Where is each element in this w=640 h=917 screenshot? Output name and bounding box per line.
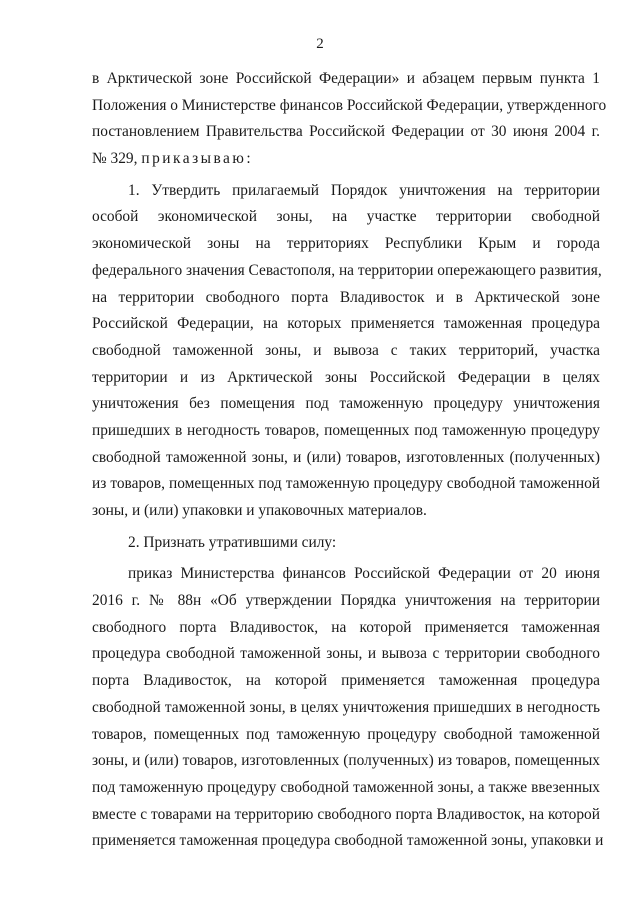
paragraph-1-line: свободной таможенной зоны, и вывоза с таких территорий, участка bbox=[92, 341, 600, 359]
paragraph-3-line: процедура свободной таможенной зоны, и вывоза с территории свободного bbox=[92, 645, 600, 663]
paragraph-2-line: 2. Признать утратившими силу: bbox=[128, 533, 337, 551]
paragraph-1-line: свободной таможенной зоны, и (или) товаров, изготовленных (полученных) bbox=[92, 448, 600, 466]
paragraph-3-line: зоны, и (или) товаров, изготовленных (полученных) из товаров, помещенных bbox=[92, 752, 600, 770]
paragraph-1-line: особой экономической зоны, на участке территории свободной bbox=[92, 208, 600, 226]
paragraph-3-line: свободной таможенной зоны, в целях уничтожения пришедших в негодность bbox=[92, 698, 600, 716]
paragraph-3-line: порта Владивосток, на которой применяется таможенная процедура bbox=[92, 672, 600, 690]
paragraph-1-line: пришедших в негодность товаров, помещенных под таможенную процедуру bbox=[92, 421, 600, 439]
paragraph-1-line: федерального значения Севастополя, на территории опережающего развития, bbox=[92, 261, 602, 279]
paragraph-1-line: 1. Утвердить прилагаемый Порядок уничтожения на территории bbox=[128, 181, 600, 199]
paragraph-3-line: свободного порта Владивосток, на которой применяется таможенная bbox=[92, 618, 600, 636]
order-number: № 329, bbox=[92, 150, 142, 168]
order-verb: приказываю: bbox=[141, 150, 254, 168]
paragraph-1-line: из товаров, помещенных под таможенную процедуру свободной таможенной bbox=[92, 475, 600, 493]
document-body bbox=[92, 66, 607, 855]
paragraph-1-line: зоны, и (или) упаковки и упаковочных материалов. bbox=[92, 502, 427, 519]
intro-line: постановлением Правительства Российской Федерации от 30 июня 2004 г. bbox=[92, 123, 600, 141]
paragraph-3-line: 2016 г. № 88н «Об утверждении Порядка уничтожения на территории bbox=[92, 592, 600, 610]
paragraph-1-line: экономической зоны на территориях Республики Крым и города bbox=[92, 235, 600, 253]
paragraph-1-line: на территории свободного порта Владивосток и в Арктической зоне bbox=[92, 288, 600, 306]
page-number: 2 bbox=[316, 36, 324, 52]
paragraph-1-line: Российской Федерации, на которых применяется таможенная процедура bbox=[92, 315, 600, 333]
intro-line: в Арктической зоне Российской Федерации» и абзацем первым пункта 1 bbox=[92, 70, 600, 87]
paragraph-3-line: вместе с товарами на территорию свободного порта Владивосток, на которой bbox=[92, 805, 600, 823]
paragraph-3-line: применяется таможенная процедура свободной таможенной зоны, упаковки и bbox=[92, 832, 604, 850]
intro-last-line bbox=[92, 146, 600, 173]
paragraph-3-line: под таможенную процедуру свободной таможенной зоны, а также ввезенных bbox=[92, 778, 600, 796]
paragraph-1-line: уничтожения без помещения под таможенную процедуру уничтожения bbox=[92, 395, 600, 413]
paragraph-3-line: приказ Министерства финансов Российской Федерации от 20 июня bbox=[128, 565, 600, 583]
paragraph-1-line: территории и из Арктической зоны Российской Федерации в целях bbox=[92, 368, 600, 386]
intro-line: Положения о Министерстве финансов Российской Федерации, утвержденного bbox=[92, 96, 607, 114]
paragraph-3-line: товаров, помещенных под таможенную процедуру свободной таможенной bbox=[92, 725, 600, 743]
